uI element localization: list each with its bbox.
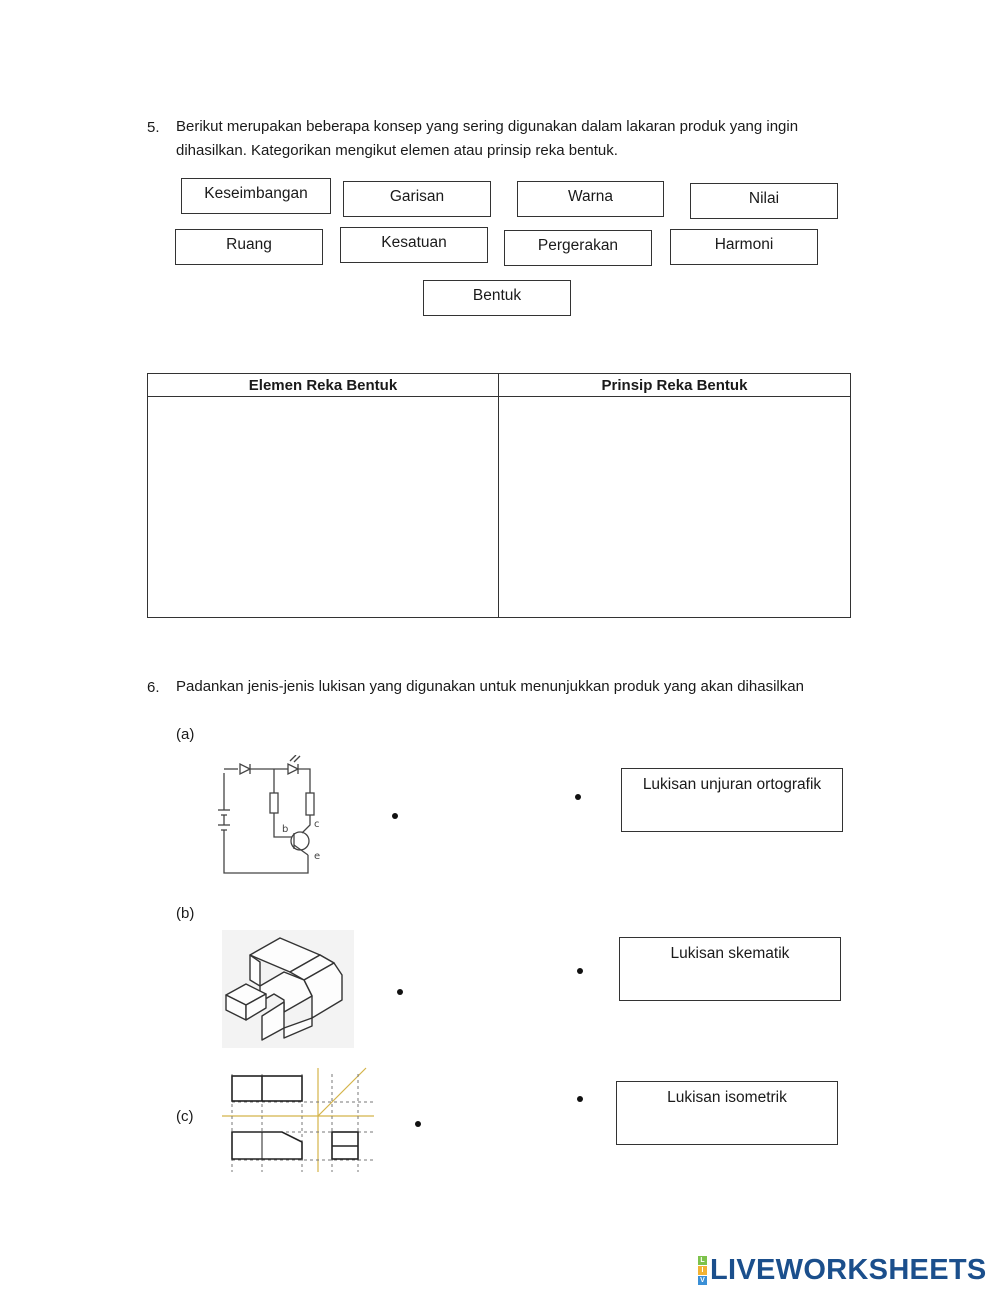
transistor-collector-label: c (314, 819, 320, 830)
transistor-base-label: b (282, 824, 289, 835)
concept-tag-ruang[interactable]: Ruang (175, 229, 323, 265)
question-5-text (176, 115, 896, 163)
isometric-drawing-image (222, 930, 354, 1048)
schematic-drawing-image (210, 755, 340, 880)
category-table (147, 373, 851, 618)
drop-zone-elemen[interactable] (148, 397, 499, 618)
concept-tag-bentuk[interactable]: Bentuk (423, 280, 571, 316)
question-6-number: 6. (147, 679, 160, 696)
match-dot-right-3[interactable] (577, 1096, 583, 1102)
concept-tag-nilai[interactable]: Nilai (690, 183, 838, 219)
answer-box-skematik: Lukisan skematik (619, 937, 841, 1001)
header-elemen-reka-bentuk: Elemen Reka Bentuk (148, 374, 499, 397)
concept-tag-pergerakan[interactable]: Pergerakan (504, 230, 652, 266)
question-5-line-1: Berikut merupakan beberapa konsep yang sering digunakan dalam lakaran produk yang ingin (176, 118, 799, 135)
question-5-number: 5. (147, 119, 160, 136)
concept-tag-harmoni[interactable]: Harmoni (670, 229, 818, 265)
match-dot-left-c[interactable] (415, 1121, 421, 1127)
logo-text: LIVEWORKSHEETS (710, 1254, 987, 1286)
match-dot-right-1[interactable] (575, 794, 581, 800)
transistor-emitter-label: e (314, 851, 321, 862)
header-prinsip-reka-bentuk: Prinsip Reka Bentuk (499, 374, 851, 397)
logo-cubes-icon: L I V (698, 1256, 707, 1285)
concept-tag-keseimbangan[interactable]: Keseimbangan (181, 178, 331, 214)
liveworksheets-logo[interactable] (698, 1255, 987, 1285)
concept-tag-garisan[interactable]: Garisan (343, 181, 491, 217)
label-a: (a) (176, 726, 195, 743)
match-dot-right-2[interactable] (577, 968, 583, 974)
answer-box-ortografik: Lukisan unjuran ortografik (621, 768, 843, 832)
match-dot-left-b[interactable] (397, 989, 403, 995)
concept-tag-kesatuan[interactable]: Kesatuan (340, 227, 488, 263)
answer-box-isometrik: Lukisan isometrik (616, 1081, 838, 1145)
question-5-line-2: dihasilkan. Kategorikan mengikut elemen atau prinsip reka bentuk. (176, 142, 618, 159)
label-b: (b) (176, 905, 195, 922)
match-dot-left-a[interactable] (392, 813, 398, 819)
question-6-text: Padankan jenis-jenis lukisan yang digunakan untuk menunjukkan produk yang akan dihasilkan (176, 678, 804, 695)
label-c: (c) (176, 1108, 194, 1125)
drop-zone-prinsip[interactable] (499, 397, 851, 618)
concept-tag-warna[interactable]: Warna (517, 181, 664, 217)
orthographic-drawing-image (222, 1064, 378, 1176)
